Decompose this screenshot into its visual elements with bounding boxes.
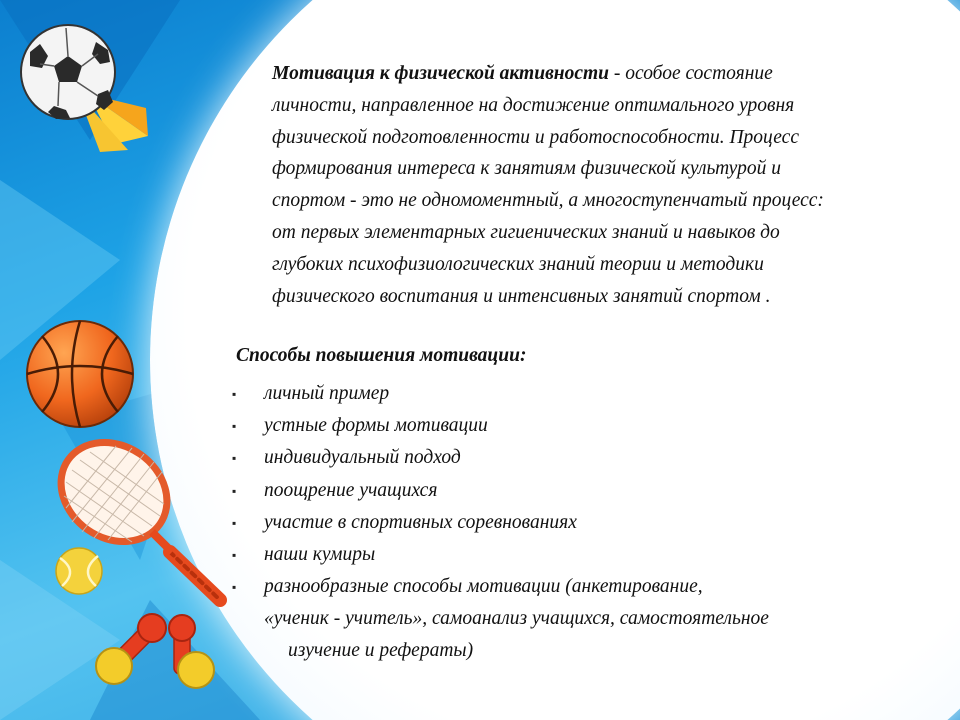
- list-item-text: поощрение учащихся: [264, 479, 438, 501]
- methods-heading: Способы повышения мотивации:: [236, 345, 527, 366]
- bullet-icon: ▪: [232, 451, 237, 466]
- list-continuation-line-1: «ученик - учитель», самоанализ учащихся, самостоятельное: [264, 608, 769, 629]
- list-item: [232, 539, 922, 571]
- list-item-text: наши кумиры: [264, 544, 376, 566]
- bullet-icon: ▪: [232, 580, 237, 595]
- list-item-text: устные формы мотивации: [264, 415, 488, 437]
- list-item: [232, 378, 922, 410]
- bullet-icon: ▪: [232, 548, 237, 563]
- definition-term: Мотивация к физической активности: [272, 63, 610, 84]
- list-item-text: индивидуальный подход: [264, 447, 461, 469]
- list-item: [232, 410, 922, 442]
- definition-line-1: - особое состояние: [609, 63, 773, 84]
- definition-line-4: формирования интереса к занятиям физической культурой и: [272, 158, 781, 180]
- list-item: [232, 442, 922, 474]
- definition-line-6: от первых элементарных гигиенических знаний и навыков до: [272, 221, 780, 243]
- definition-line-3: физической подготовленности и работоспособности. Процесс: [272, 126, 799, 148]
- bullet-icon: ▪: [232, 515, 237, 530]
- list-item-text: участие в спортивных соревнованиях: [264, 511, 577, 533]
- definition-line-7: глубоких психофизиологических знаний теории и методики: [272, 253, 764, 275]
- bullet-icon: ▪: [232, 483, 237, 498]
- list-item: [232, 507, 922, 539]
- definition-line-5: спортом - это не одномоментный, а многоступенчатый процесс:: [272, 190, 824, 212]
- definition-paragraph: [272, 58, 932, 312]
- list-item: [232, 475, 922, 507]
- definition-line-8: физического воспитания и интенсивных занятий спортом .: [272, 285, 771, 307]
- definition-line-2: личности, направленное на достижение оптимального уровня: [272, 94, 795, 116]
- list-continuation-line-2: изучение и рефераты): [288, 640, 474, 661]
- bullet-icon: ▪: [232, 387, 237, 401]
- list-item-text: личный пример: [264, 383, 390, 404]
- bullet-icon: ▪: [232, 419, 237, 434]
- list-item: [232, 571, 922, 603]
- methods-list: [232, 378, 922, 603]
- list-item-text: разнообразные способы мотивации (анкетирование,: [264, 576, 703, 598]
